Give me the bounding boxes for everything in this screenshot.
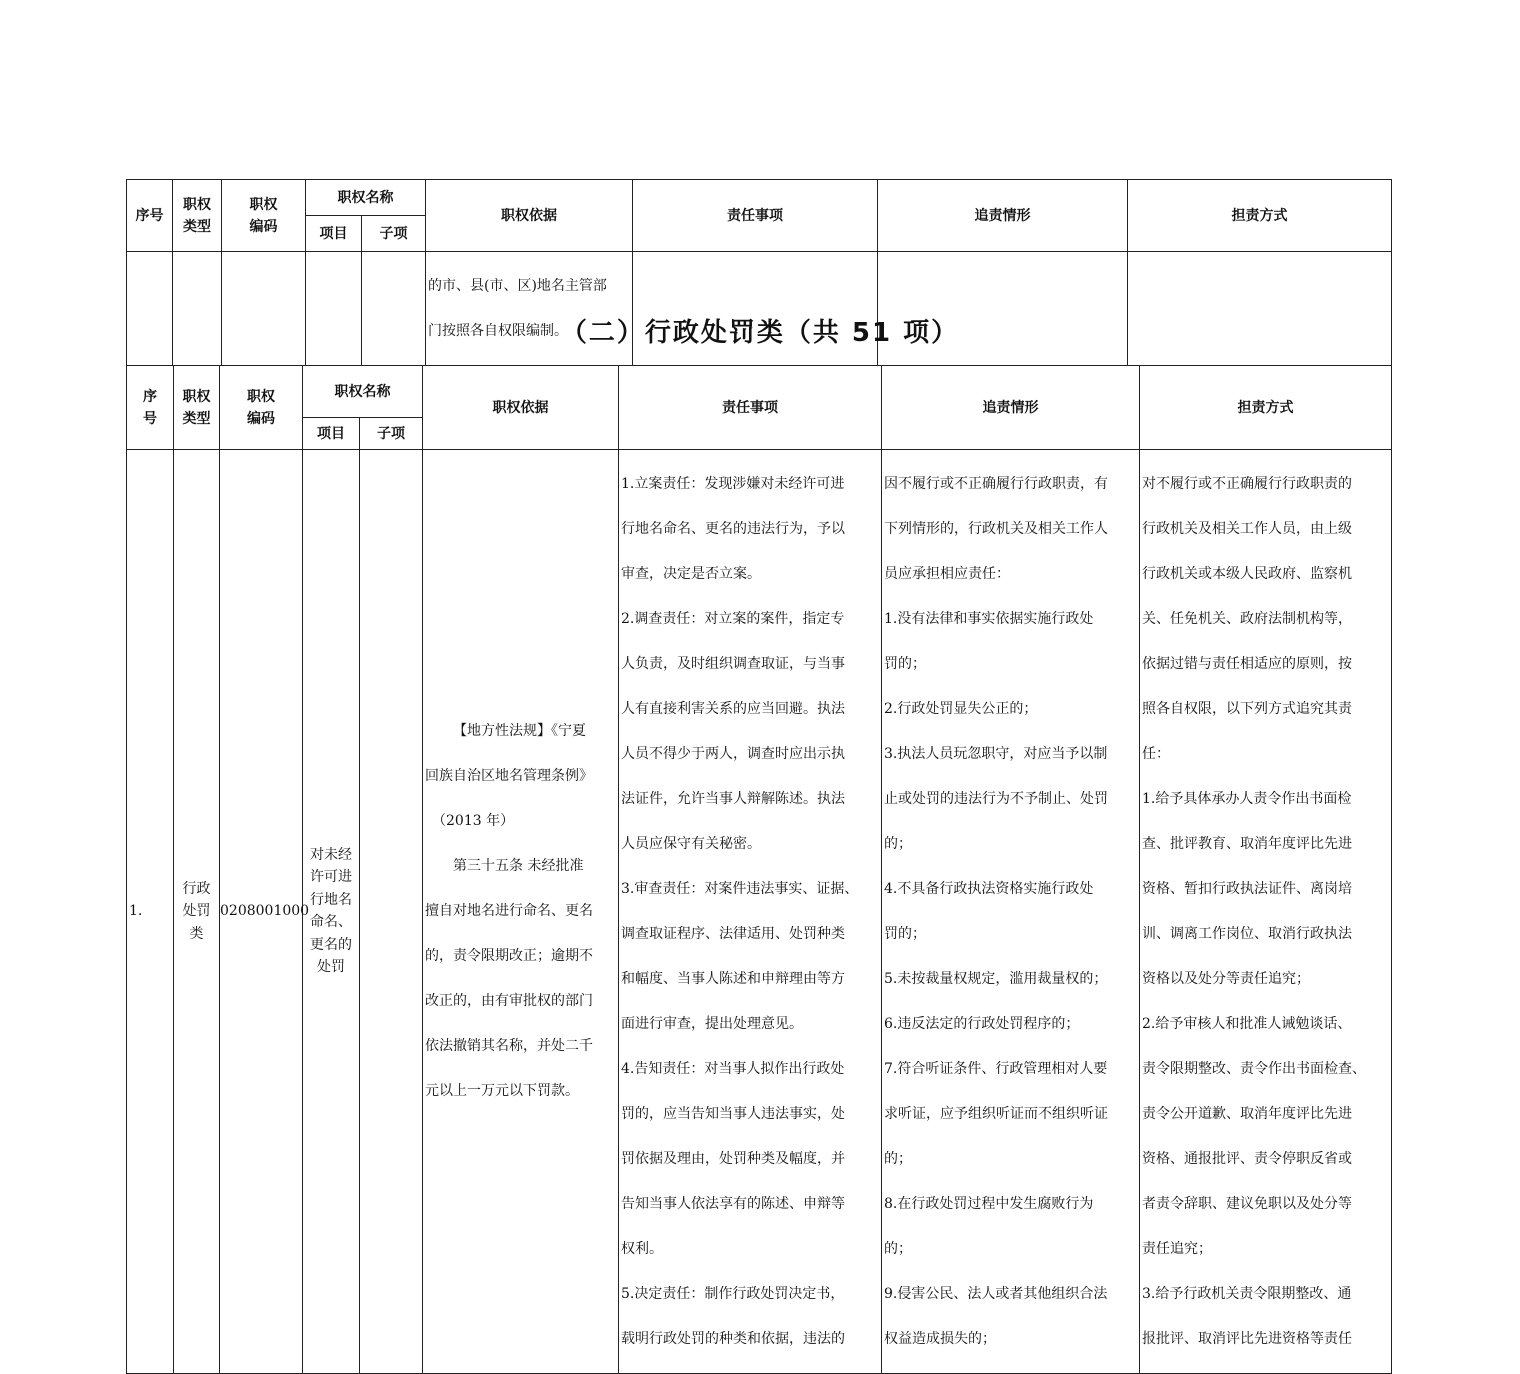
header-subitem: 子项 (360, 418, 423, 450)
header-seq: 序 号 (127, 366, 174, 450)
header-type: 职权 类型 (174, 366, 220, 450)
penalty-table (126, 365, 1392, 1374)
header-item: 项目 (303, 418, 360, 450)
header-name: 职权名称 (303, 366, 423, 418)
cell-subitem (360, 450, 423, 1374)
header-responsibility: 责任事项 (633, 180, 878, 252)
header-method: 担责方式 (1140, 366, 1392, 450)
header-subitem: 子项 (362, 216, 426, 252)
cell-item: 对未经 许可进 行地名 命名、 更名的 处罚 (303, 450, 360, 1374)
header-responsibility: 责任事项 (619, 366, 882, 450)
header-basis: 职权依据 (423, 366, 619, 450)
cell-seq: 1. (127, 450, 174, 1374)
header-name: 职权名称 (306, 180, 426, 216)
cell-responsibility: 1.立案责任：发现涉嫌对未经许可进 行地名命名、更名的违法行为，予以 审查，决定是否立案。 2.调查责任：对立案的案件，指定专 人负责，及时组织调查取证，与当事 人有直接利害关系的应当回避。执法 人员不得少于两人，调查时应出示执 法证件，允许当事人辩解陈述。执法 人员应保守有关秘密。 3.审查责任：对案件违法事实、证据、 调查取证程序、法律适用、处罚种类 和幅度、当事人陈述和申辩理由等方 面进行审查，提出处理意见。 4.告知责任：对当事人拟作出行政处 罚的，应当告知当事人违法事实，处 罚依据及理由，处罚种类及幅度，并 告知当事人依法享有的陈述、申辩等 权利。 5.决定责任：制作行政处罚决定书， 载明行政处罚的种类和依据，违法的 (619, 450, 882, 1374)
table-row (127, 450, 1392, 1374)
cell-basis-continued: 的市、县(市、区)地名主管部 门按照各自权限编制。 (426, 252, 633, 366)
cell-type: 行政 处罚 类 (174, 450, 220, 1374)
header-type: 职权 类型 (173, 180, 222, 252)
header-basis: 职权依据 (426, 180, 633, 252)
section-title: （二）行政处罚类（共 51 项） (560, 318, 960, 348)
header-accountability: 追责情形 (878, 180, 1128, 252)
cell-code: 0208001000 (220, 450, 303, 1374)
cell-accountability: 因不履行或不正确履行行政职责，有 下列情形的，行政机关及相关工作人 员应承担相应责任： 1.没有法律和事实依据实施行政处 罚的； 2.行政处罚显失公正的； 3.执法人员玩忽职守，对应当予以制 止或处罚的违法行为不予制止、处罚 的； 4.不具备行政执法资格实施行政处 罚的； 5.未按裁量权规定，滥用裁量权的； 6.违反法定的行政处罚程序的； 7.符合听证条件、行政管理相对人要 求听证，应予组织听证而不组织听证 的； 8.在行政处罚过程中发生腐败行为 的； 9.侵害公民、法人或者其他组织合法 权益造成损失的； (882, 450, 1140, 1374)
cell-basis: 【地方性法规】《宁夏 回族自治区地名管理条例》 （2013 年） 第三十五条 未经批准 擅自对地名进行命名、更名 的，责令限期改正；逾期不 改正的，由有审批权的部门 依法撤销其名称，并处二千 元以上一万元以下罚款。 (423, 450, 619, 1374)
cell-method: 对不履行或不正确履行行政职责的 行政机关及相关工作人员，由上级 行政机关或本级人民政府、监察机 关、任免机关、政府法制机构等， 依据过错与责任相适应的原则，按 照各自权限，以下列方式追究其责 任： 1.给予具体承办人责令作出书面检 查、批评教育、取消年度评比先进 资格、暂扣行政执法证件、离岗培 训、调离工作岗位、取消行政执法 资格以及处分等责任追究； 2.给予审核人和批准人诫勉谈话、 责令限期整改、责令作出书面检查、 责令公开道歉、取消年度评比先进 资格、通报批评、责令停职反省或 者责令辞职、建议免职以及处分等 责任追究； 3.给予行政机关责令限期整改、通 报批评、取消评比先进资格等责任 (1140, 450, 1392, 1374)
header-code: 职权 编码 (222, 180, 306, 252)
header-code: 职权 编码 (220, 366, 303, 450)
header-accountability: 追责情形 (882, 366, 1140, 450)
header-item: 项目 (306, 216, 362, 252)
header-method: 担责方式 (1128, 180, 1392, 252)
header-seq: 序号 (127, 180, 173, 252)
